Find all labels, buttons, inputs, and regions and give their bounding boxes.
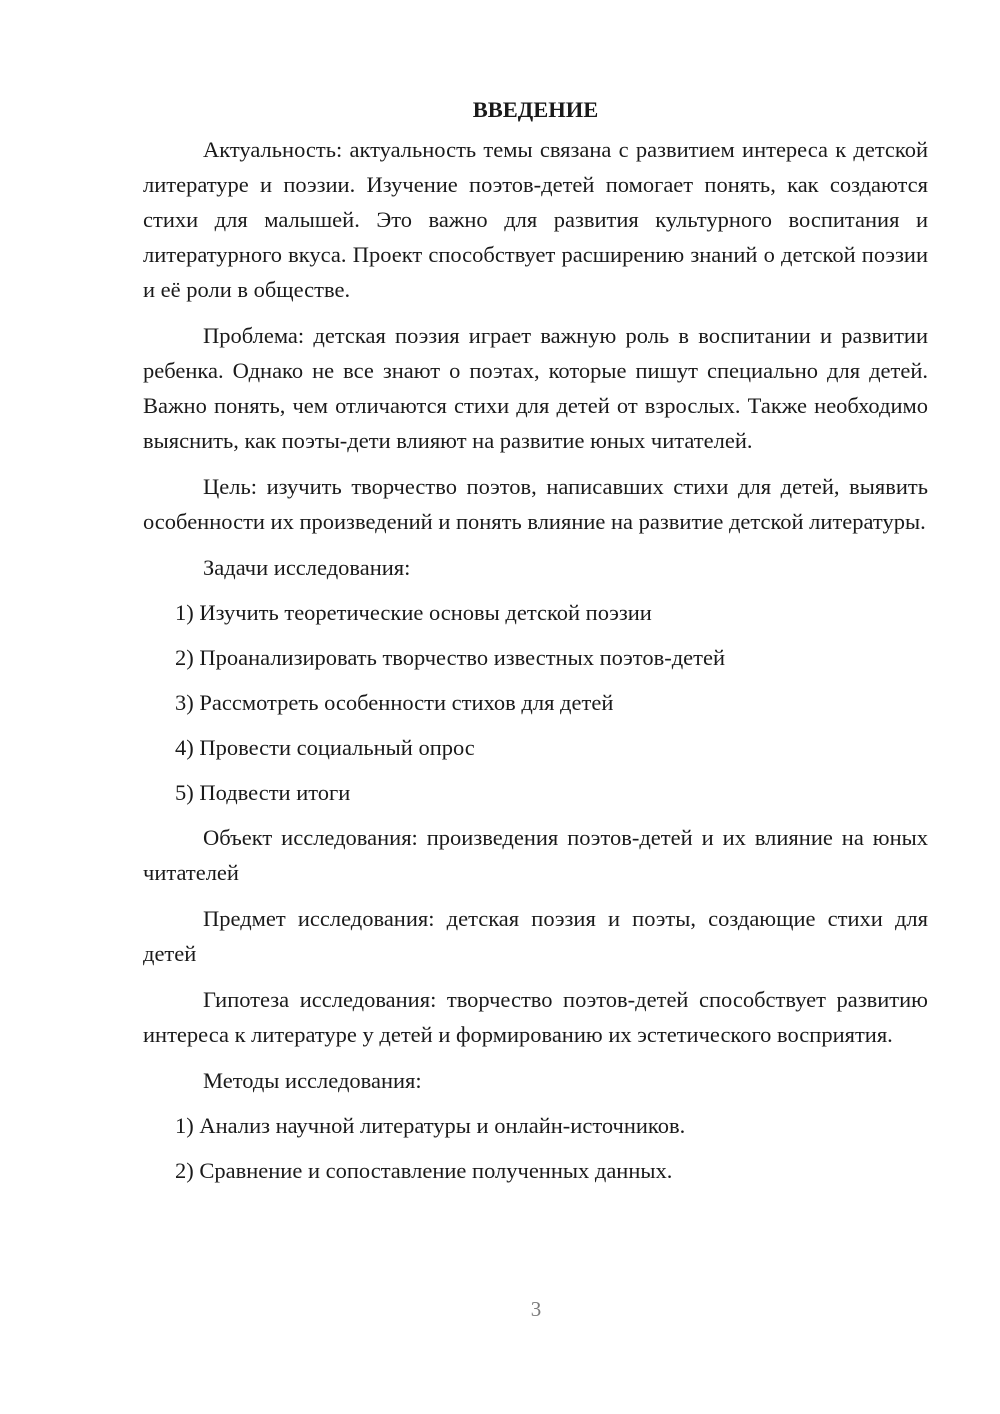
methods-heading: Методы исследования: <box>203 1068 422 1093</box>
goal-paragraph: Цель: изучить творчество поэтов, написавших стихи для детей, выявить особенности их произведений и понять влияние на развитие детской литературы. <box>143 474 928 534</box>
list-item: 1) Изучить теоретические основы детской поэзии <box>175 600 652 625</box>
methods-list <box>143 1108 928 1188</box>
subject-paragraph: Предмет исследования: детская поэзия и поэты, создающие стихи для детей <box>143 906 928 966</box>
relevance-paragraph: Актуальность: актуальность темы связана с развитием интереса к детской литературе и поэзии. Изучение поэтов-детей помогает понять, как создаются стихи для малышей. Это важно для развития культурного воспитания и литературного вкуса. Проект способствует расширению знаний о детской поэзии и её роли в обществе. <box>143 137 928 302</box>
page-title: ВВЕДЕНИЕ <box>472 97 599 122</box>
page-number: 3 <box>530 1297 542 1321</box>
document-page <box>143 92 928 1198</box>
hypothesis-paragraph: Гипотеза исследования: творчество поэтов-детей способствует развитию интереса к литературе у детей и формированию их эстетического восприятия. <box>143 987 928 1047</box>
tasks-heading: Задачи исследования: <box>203 555 411 580</box>
object-paragraph: Объект исследования: произведения поэтов-детей и их влияние на юных читателей <box>143 825 928 885</box>
problem-paragraph: Проблема: детская поэзия играет важную роль в воспитании и развитии ребенка. Однако не все знают о поэтах, которые пишут специально для детей. Важно понять, чем отличаются стихи для детей от взрослых. Также необходимо выяснить, как поэты-дети влияют на развитие юных читателей. <box>143 323 928 453</box>
list-item: 2) Сравнение и сопоставление полученных данных. <box>175 1158 673 1183</box>
list-item: 2) Проанализировать творчество известных поэтов-детей <box>175 645 725 670</box>
list-item: 4) Провести социальный опрос <box>175 735 475 760</box>
list-item: 3) Рассмотреть особенности стихов для детей <box>175 690 614 715</box>
tasks-list <box>143 595 928 810</box>
list-item: 5) Подвести итоги <box>175 780 351 805</box>
list-item: 1) Анализ научной литературы и онлайн-источников. <box>175 1113 686 1138</box>
